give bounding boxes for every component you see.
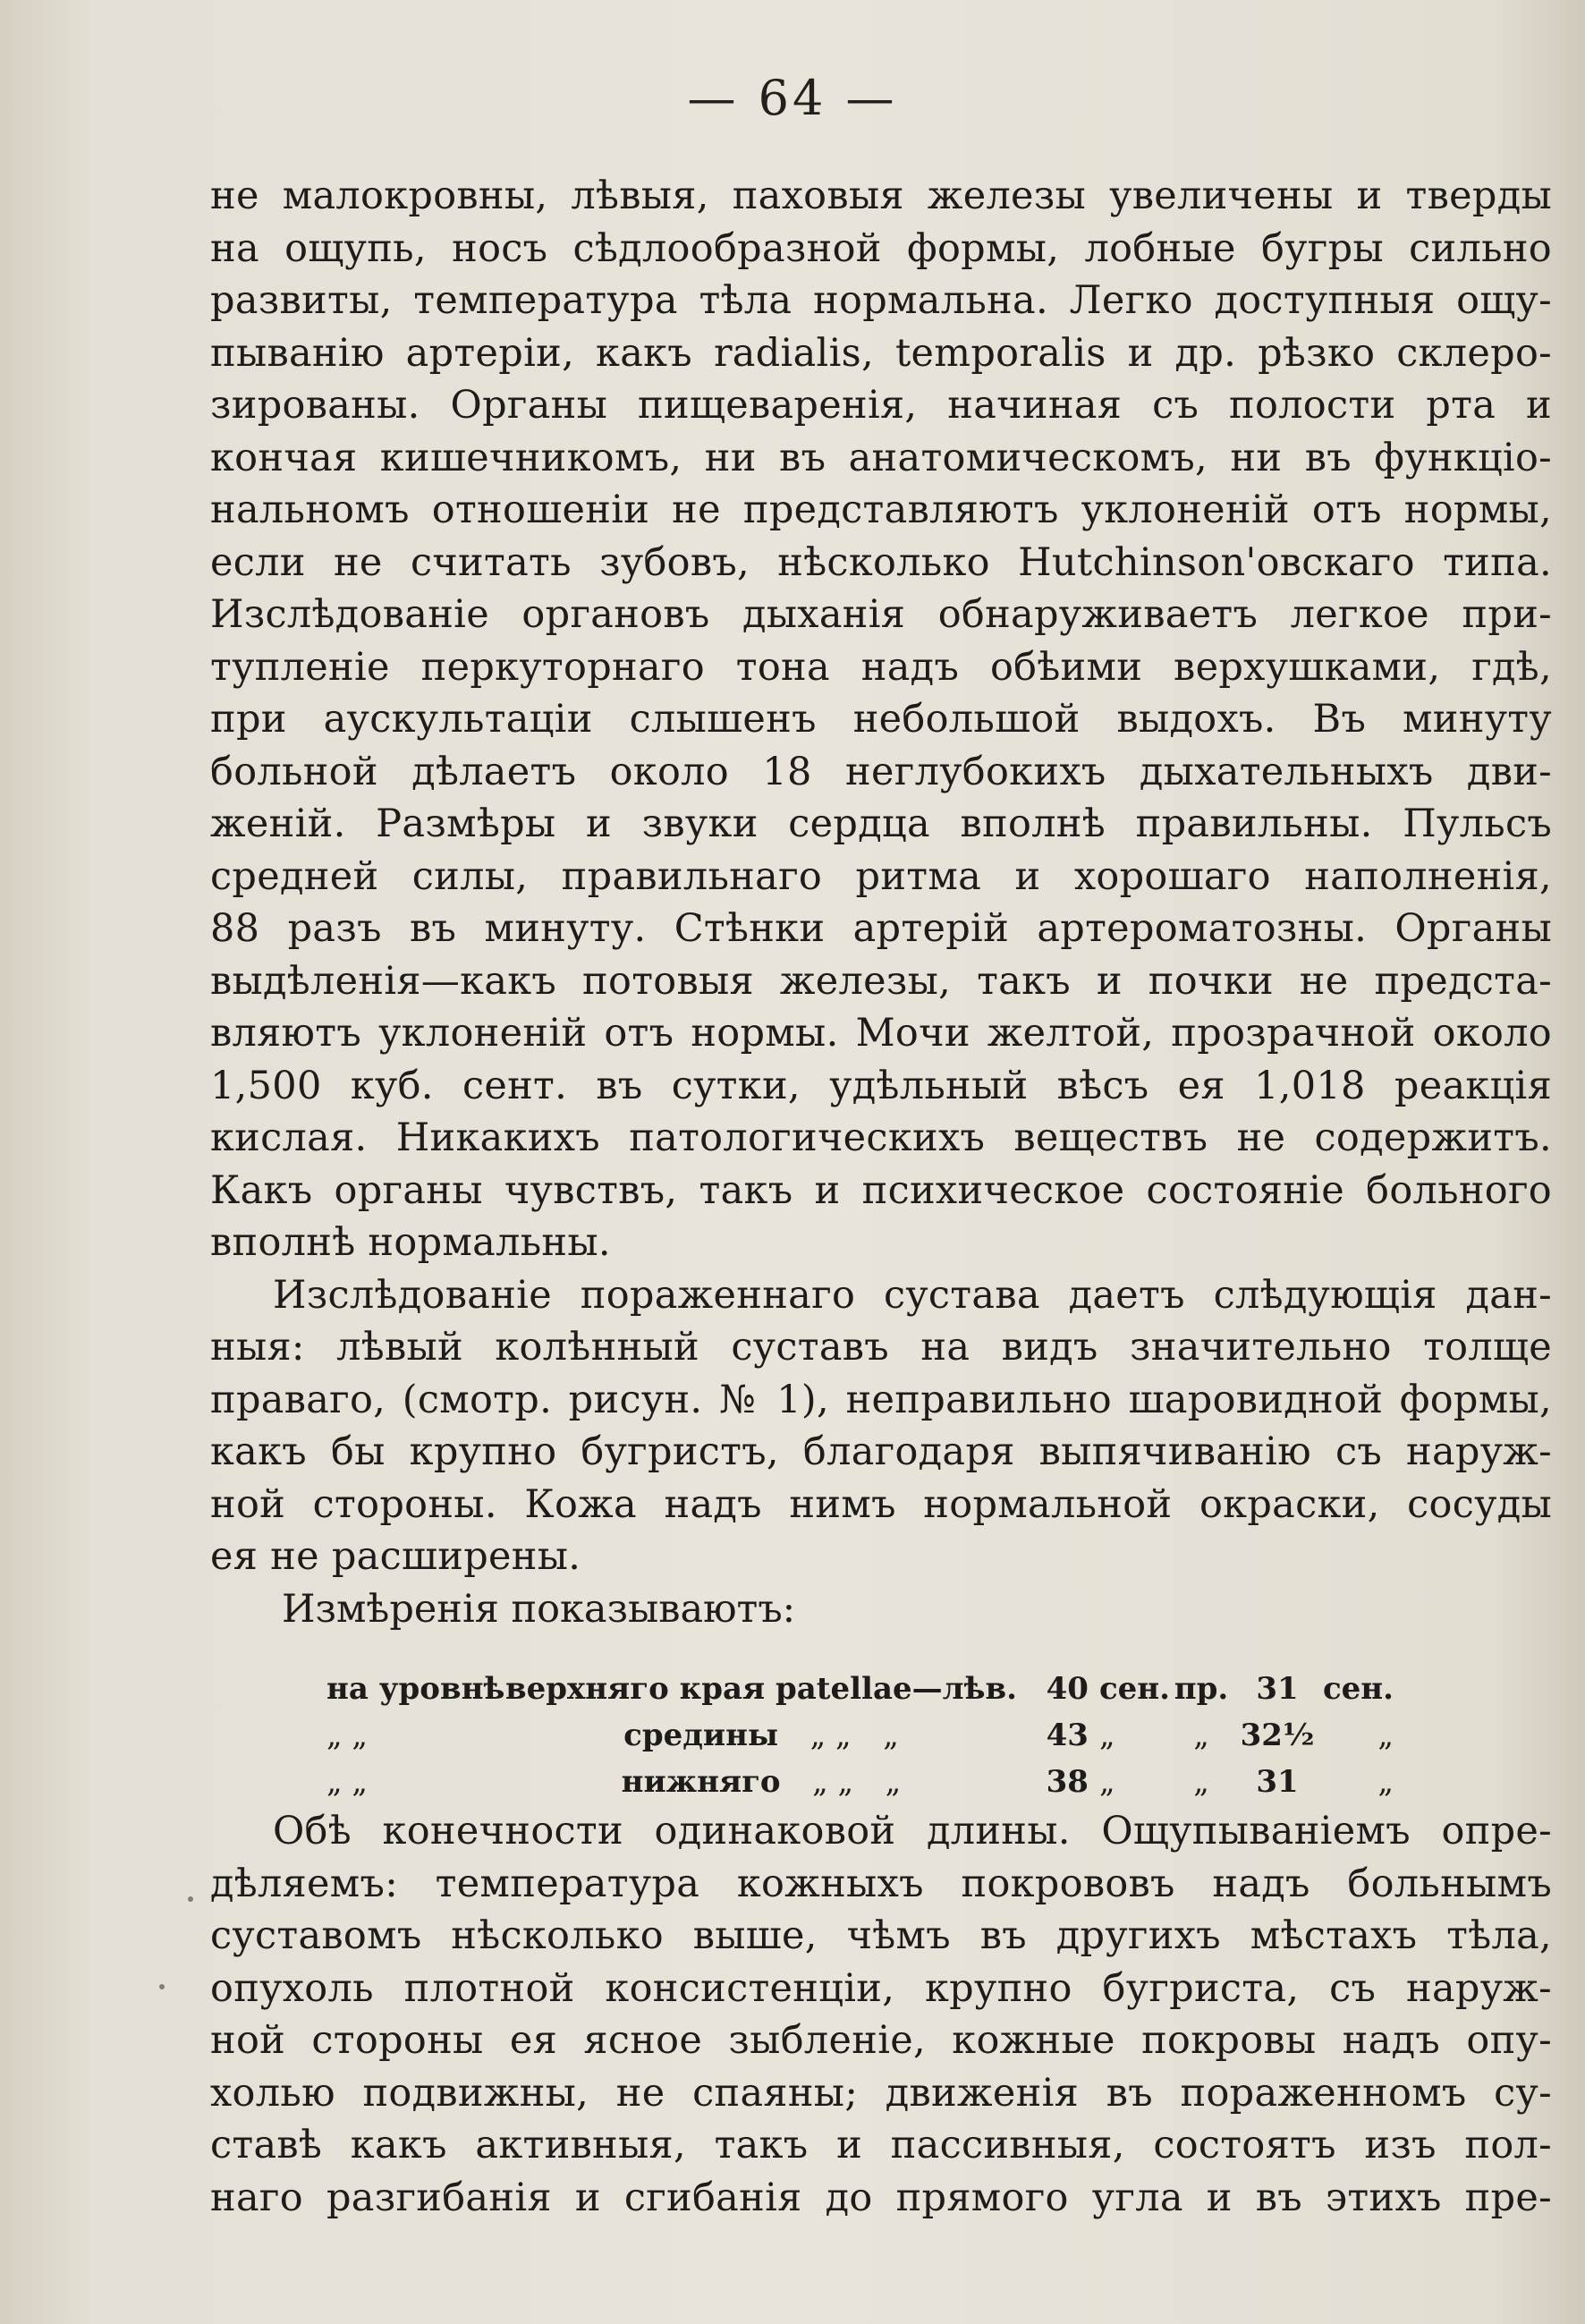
table-row (326, 1712, 1394, 1759)
left-value: 38 (1046, 1764, 1089, 1800)
edge-label: верхняго края patellae (505, 1671, 912, 1707)
text-line: ной стороны. Кожа надъ нимъ нормальной окраски, сосуды (210, 1481, 1552, 1527)
text-line: праваго, (смотр. рисун. № 1), неправильно шаровидной формы, (210, 1377, 1552, 1422)
text-line: не малокровны, лѣвыя, паховыя железы увеличены и тверды (210, 174, 1552, 218)
left-unit: сен. (1098, 1671, 1171, 1707)
page-number: — 64 — (687, 70, 898, 126)
side-right: пр. (1174, 1671, 1229, 1707)
side-right: „ (1193, 1764, 1209, 1800)
right-unit: „ (1377, 1718, 1394, 1753)
text-line: нальномъ отношеніи не представляютъ уклоненій отъ нормы, (210, 488, 1552, 532)
text-line: холью подвижны, не спаяны; движенія въ пораженномъ су- (210, 2070, 1552, 2116)
edge-label: средины (623, 1718, 779, 1753)
left-value: 40 (1046, 1671, 1089, 1707)
separator: — (911, 1671, 943, 1707)
left-value: 43 (1046, 1718, 1089, 1753)
side-left: лѣв. (942, 1671, 1017, 1707)
edge-label: нижняго (621, 1764, 781, 1800)
text-line: кислая. Никакихъ патологическихъ веществъ не содержитъ. (210, 1115, 1552, 1160)
ink-speck (159, 1984, 165, 1989)
body-text-continued (210, 1805, 1552, 2224)
right-value: 32½ (1240, 1718, 1315, 1753)
text-line: кончая кишечникомъ, ни въ анатомическомъ, ни въ функціо- (210, 435, 1552, 480)
left-unit: „ (1098, 1718, 1115, 1753)
text-line: суставомъ нѣсколько выше, чѣмъ въ другихъ мѣстахъ тѣла, (210, 1913, 1552, 1958)
text-line: вляютъ уклоненій отъ нормы. Мочи желтой, прозрачной около (210, 1011, 1552, 1056)
separator: „ „ (809, 1718, 852, 1753)
level-cell: „ „ (326, 1764, 369, 1800)
side-left: „ (883, 1718, 899, 1753)
text-line: ныя: лѣвый колѣнный суставъ на видъ значительно толще (210, 1325, 1552, 1370)
text-line: на ощупь, носъ сѣдлообразной формы, лобные бугры сильно (210, 225, 1552, 271)
text-line: ставѣ какъ активныя, такъ и пассивныя, состоятъ изъ пол- (210, 2123, 1552, 2167)
text-line: ея не расширены. (210, 1534, 581, 1579)
text-line: развиты, температура тѣла нормальна. Легко доступныя ощу- (210, 278, 1552, 323)
level-cell: „ „ (326, 1718, 369, 1753)
level-cell: на уровнѣ (326, 1671, 505, 1707)
edge-cell (505, 1666, 1017, 1712)
right-unit: сен. (1322, 1671, 1394, 1707)
table-row (326, 1666, 1394, 1712)
text-line: больной дѣлаетъ около 18 неглубокихъ дыхательныхъ дви- (210, 749, 1552, 794)
text-line: наго разгибанія и сгибанія до прямого угла и въ этихъ пре- (210, 2175, 1552, 2220)
text-line: дѣляемъ: температура кожныхъ покрововъ надъ больнымъ (210, 1861, 1552, 1906)
text-line: Изслѣдованіе органовъ дыханія обнаруживаетъ легкое при- (210, 592, 1552, 637)
text-line: тупленіе перкуторнаго тона надъ обѣими верхушками, гдѣ, (210, 644, 1552, 690)
right-unit: „ (1377, 1764, 1394, 1800)
text-line: женій. Размѣры и звуки сердца вполнѣ правильны. Пульсъ (210, 802, 1552, 846)
measurements-heading: Измѣренія показываютъ: (282, 1586, 796, 1632)
text-line: выдѣленія—какъ потовыя железы, такъ и почки не предста- (210, 958, 1552, 1004)
edge-cell (505, 1759, 1017, 1805)
text-line: 88 разъ въ минуту. Стѣнки артерій артероматозны. Органы (210, 906, 1552, 951)
separator: „ „ (812, 1764, 854, 1800)
text-line: средней силы, правильнаго ритма и хорошаго наполненія, (210, 853, 1552, 899)
text-line: пыванію артеріи, какъ radialis, temporalis и др. рѣзко склеро- (210, 330, 1552, 376)
text-line: опухоль плотной консистенціи, крупно бугриста, съ наруж- (210, 1965, 1552, 2011)
text-line: зированы. Органы пищеваренія, начиная съ полости рта и (210, 383, 1552, 428)
text-line: Какъ органы чувствъ, такъ и психическое состояніе больного (210, 1167, 1552, 1213)
text-line: вполнѣ нормальны. (210, 1220, 611, 1265)
left-unit: „ (1098, 1764, 1115, 1800)
text-line: если не считать зубовъ, нѣсколько Hutchinson'овскаго типа. (210, 539, 1552, 585)
table-row (326, 1759, 1394, 1805)
ink-speck (188, 1896, 193, 1902)
body-text (210, 170, 1552, 1635)
text-line: какъ бы крупно бугристъ, благодаря выпячиванію съ наруж- (210, 1429, 1552, 1474)
side-right: „ (1193, 1718, 1209, 1753)
text-line: Изслѣдованіе пораженнаго сустава даетъ слѣдующія дан- (273, 1272, 1552, 1318)
text-line: ной стороны ея ясное зыбленіе, кожные покровы надъ опу- (210, 2018, 1552, 2063)
text-line: Обѣ конечности одинаковой длины. Ощупываніемъ опре- (273, 1809, 1552, 1853)
text-line: при аускультаціи слышенъ небольшой выдохъ. Въ минуту (210, 697, 1552, 742)
measurements-table (326, 1666, 1394, 1805)
text-line: 1,500 куб. сент. въ сутки, удѣльный вѣсъ ея 1,018 реакція (210, 1063, 1552, 1108)
right-value: 31 (1256, 1671, 1299, 1707)
right-value: 31 (1256, 1764, 1299, 1800)
side-left: „ (885, 1764, 902, 1800)
edge-cell (505, 1712, 1017, 1759)
